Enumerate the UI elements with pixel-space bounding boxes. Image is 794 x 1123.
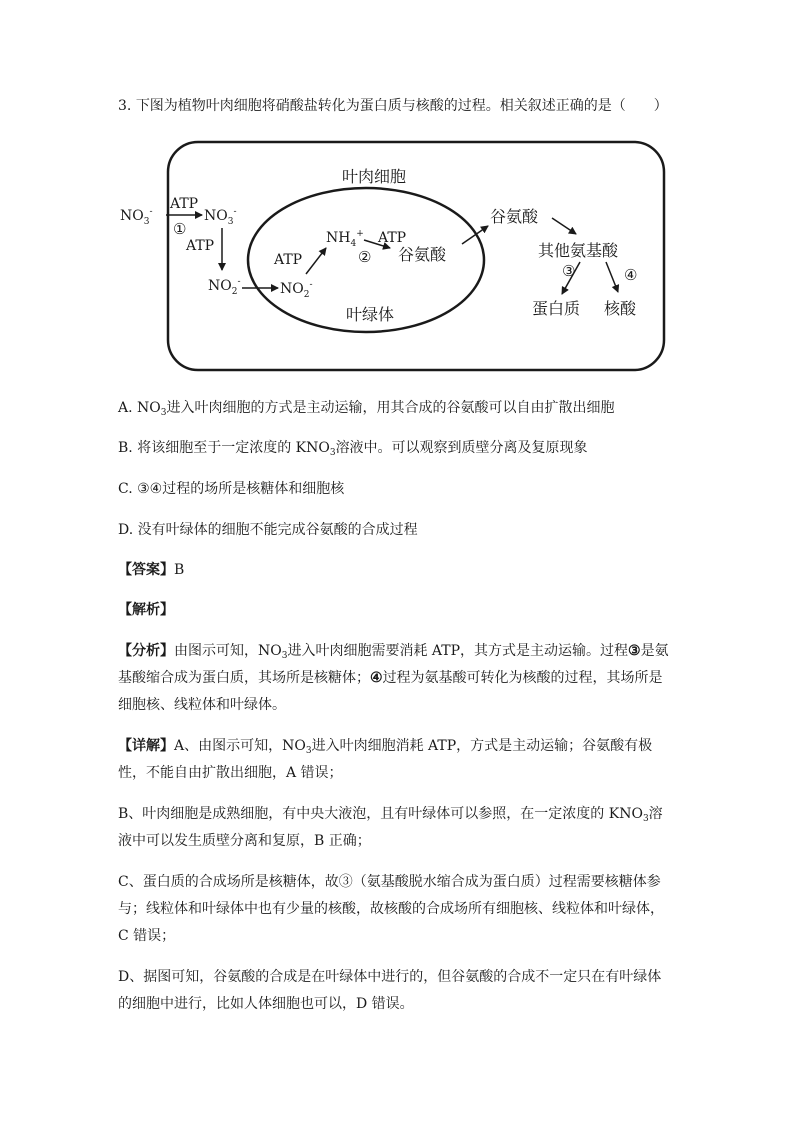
nucleic-acid-label: 核酸 [604, 299, 637, 318]
atp-label-2: ATP [186, 238, 215, 254]
step-1-marker: ① [173, 220, 187, 238]
option-a: A. $NO_3$进入叶肉细胞的方式是主动运输，用其合成的谷氨酸可以自由扩散出细胞 [118, 400, 615, 418]
xiangjie-c-line-2: 与；线粒体和叶绿体中也有少量的核酸，故核酸的合成场所有细胞核、线粒体和叶绿体， [118, 901, 664, 917]
step-3-marker: ③ [562, 262, 576, 280]
xiangjie-b-line-2: 液中可以发生质壁分离和复原，B 正确； [118, 833, 371, 849]
option-b: B. 将该细胞至于一定浓度的 $KNO_3$溶液中。可以观察到质壁分离及复原现象 [118, 440, 588, 458]
question-stem [118, 96, 668, 116]
xiangjie-b-line-1: B、叶肉细胞是成熟细胞，有中央大液泡，且有叶绿体可以参照，在一定浓度的 $KNO_3$溶 [118, 806, 663, 824]
question-number: 3. [118, 98, 132, 114]
question-text: 下图为植物叶肉细胞将硝酸盐转化为蛋白质与核酸的过程。相关叙述正确的是（ ） [135, 98, 668, 114]
fenxi-line-3: 细胞核、线粒体和叶绿体。 [118, 697, 286, 713]
atp-label-4: ATP [378, 230, 407, 246]
arrow-glu-out [462, 226, 488, 244]
xiangjie-a-line-1: 【详解】A、由图示可知，$NO_3$进入叶肉细胞消耗 ATP，方式是主动运输；谷氨酸有极 [118, 738, 653, 756]
answer-tag: 【答案】 [118, 562, 174, 578]
glutamate-cytoplasm-label: 谷氨酸 [490, 207, 539, 226]
step-2-marker: ② [358, 248, 372, 266]
no2-cytoplasm-label: $NO_2^-$ [208, 277, 241, 297]
xiangjie-a-line-2: 性，不能自由扩散出细胞，A 错误； [118, 765, 343, 781]
option-c: C. ③④过程的场所是核糖体和细胞核 [118, 481, 345, 497]
fenxi-line-1: 【分析】由图示可知，$NO_3$进入叶肉细胞需要消耗 ATP，其方式是主动运输。过程③是氨 [118, 643, 669, 661]
no2-chloroplast-label: $NO_2^-$ [280, 280, 313, 300]
arrow-glu-to-other-aa [552, 218, 576, 234]
arrow-to-nucleic-acid [606, 262, 618, 292]
xiangjie-d-line-1: D、据图可知，谷氨酸的合成是在叶绿体中进行的，但谷氨酸的合成不一定只在有叶绿体 [118, 969, 662, 985]
glutamate-chloroplast-label: 谷氨酸 [398, 245, 447, 264]
no3-inside-label: $NO_3^-$ [204, 207, 237, 227]
cell-label: 叶肉细胞 [342, 167, 407, 186]
option-d: D. 没有叶绿体的细胞不能完成谷氨酸的合成过程 [118, 522, 418, 538]
nitrate-conversion-diagram [118, 138, 678, 378]
xiangjie-d-line-2: 的细胞中进行，比如人体细胞也可以，D 错误。 [118, 996, 414, 1012]
protein-label: 蛋白质 [532, 299, 581, 318]
atp-label-3: ATP [274, 252, 303, 268]
atp-label-1: ATP [170, 196, 199, 212]
other-amino-acids-label: 其他氨基酸 [538, 241, 619, 260]
xiangjie-c-line-1: C、蛋白质的合成场所是核糖体，故③（氨基酸脱水缩合成为蛋白质）过程需要核糖体参 [118, 874, 661, 890]
nh4-label: $NH_4^+$ [326, 229, 364, 249]
answer-line [118, 560, 184, 580]
analysis-tag: 【解析】 [118, 602, 174, 618]
arrow-no2-to-nh4 [306, 248, 326, 274]
step-4-marker: ④ [624, 266, 638, 284]
xiangjie-c-line-3: C 错误； [118, 928, 176, 944]
no3-outside-label: $NO_3^-$ [120, 207, 153, 227]
answer-value: B [174, 562, 185, 578]
fenxi-line-2: 基酸缩合成为蛋白质，其场所是核糖体；④过程为氨基酸可转化为核酸的过程，其场所是 [118, 670, 663, 686]
chloroplast-label: 叶绿体 [346, 305, 395, 324]
